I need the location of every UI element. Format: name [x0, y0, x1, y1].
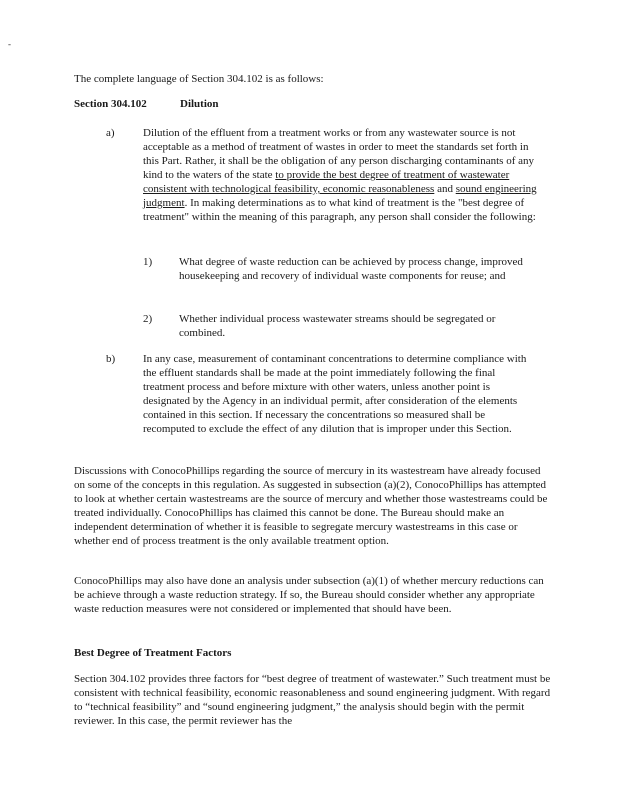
- clause-a-text-mid: and: [434, 183, 456, 195]
- section-title: Dilution: [180, 98, 219, 110]
- section-heading: [74, 97, 554, 111]
- sub-item-number: 2): [143, 313, 153, 325]
- corner-mark: -: [8, 39, 11, 49]
- section-number: Section 304.102: [74, 98, 147, 110]
- sub-item-number: 1): [143, 256, 153, 268]
- clause-a-underlined-1: to provide the best degree of treatment of wastewater consistent with technological feasibility, economic reasonableness: [143, 169, 510, 195]
- body-paragraph: Discussions with ConocoPhillips regarding the source of mercury in its wastestream have already focused on some of the concepts in this regulation. As suggested in subsection (a)(2), ConocoPhillips has attempted to look at whether certain wastestreams are the source of mercury and whether those wastestreams could be treated individually. ConocoPhillips has claimed this cannot be done. The Bureau should make an independent determination of whether it is feasible to segregate mercury wastestreams in this case or whether end of process treatment is the only available treatment option.: [74, 465, 548, 547]
- clause-b-letter: b): [106, 353, 116, 365]
- clause-a-underlined-2: sound engineering judgment: [143, 183, 537, 209]
- clause-a-text-after: . In making determinations as to what kind of treatment is the "best degree of treatment" within the meaning of this paragraph, any person shall consider the following:: [143, 197, 536, 223]
- clause-a: [106, 126, 546, 224]
- sub-item-text: What degree of waste reduction can be achieved by process change, improved housekeeping and recovery of individual waste components for reuse; and: [179, 256, 523, 282]
- sub-item: [143, 255, 543, 283]
- clause-a-text-before: Dilution of the effluent from a treatment works or from any wastewater source is not acceptable as a method of treatment of wastes in order to meet the standards set forth in this Part. Rather, it shall be the obligation of any person discharging contaminants of any kind to the waters of the state: [143, 127, 534, 181]
- sub-item: [143, 312, 543, 340]
- body-paragraph: Section 304.102 provides three factors for “best degree of treatment of wastewater.” Such treatment must be consistent with technical feasibility, economic reasonableness and sound engineering judgment. With regard to “technical feasibility” and “sound engineering judgment,” the analysis should begin with the permit reviewer. In this case, the permit reviewer has the: [74, 673, 551, 727]
- clause-b-text: In any case, measurement of contaminant concentrations to determine compliance with the effluent standards shall be made at the point immediately following the final treatment process and before mixture with other waters, unless another point is designated by the Agency in an individual permit, after consideration of the elements contained in this section. If necessary the concentrations so measured shall be recomputed to exclude the effect of any dilution that is improper under this Section.: [143, 353, 527, 435]
- clause-b: [106, 352, 546, 436]
- subheading: Best Degree of Treatment Factors: [74, 647, 232, 659]
- clause-a-text: [143, 126, 538, 224]
- sub-item-text: Whether individual process wastewater streams should be segregated or combined.: [179, 313, 496, 339]
- intro-line: The complete language of Section 304.102 is as follows:: [74, 73, 324, 85]
- body-paragraph: ConocoPhillips may also have done an analysis under subsection (a)(1) of whether mercury reductions can be achieve through a waste reduction strategy. If so, the Bureau should consider whether any appropriate waste reduction measures were not considered or implemented that should have been.: [74, 575, 544, 615]
- clause-a-letter: a): [106, 127, 115, 139]
